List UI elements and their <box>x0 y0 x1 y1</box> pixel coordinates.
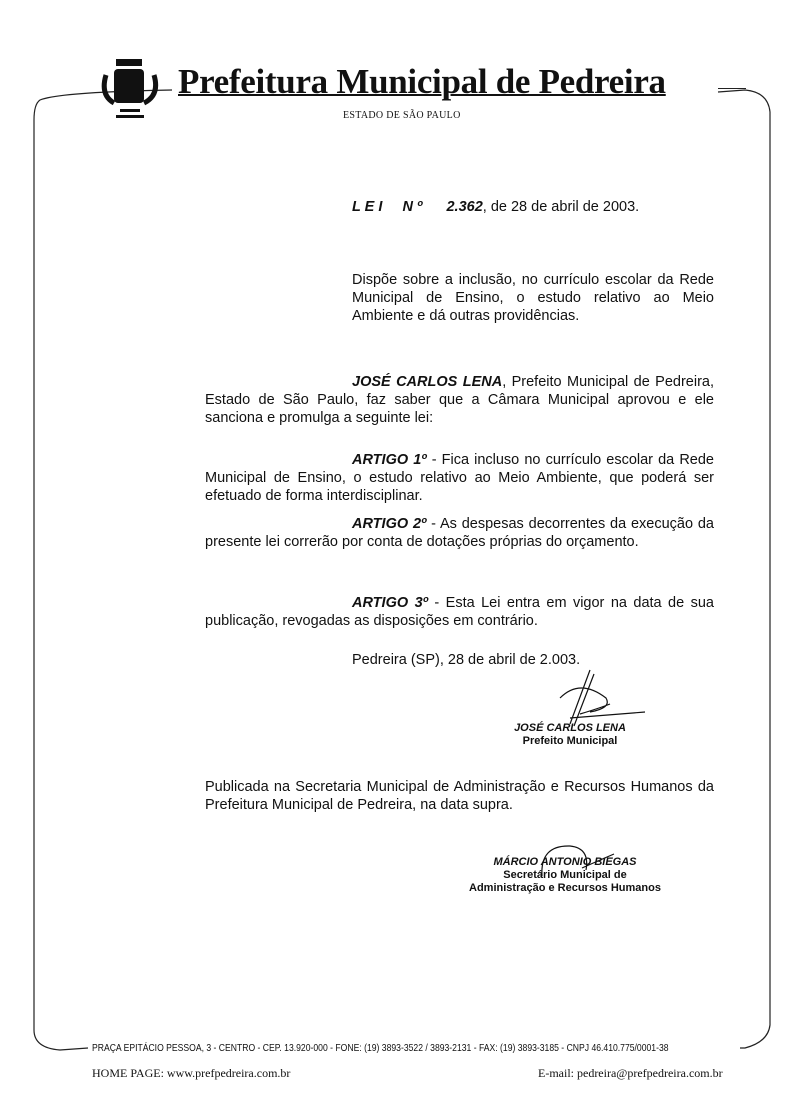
mayor-name: JOSÉ CARLOS LENA <box>352 374 503 390</box>
signer-role: Administração e Recursos Humanos <box>469 882 661 894</box>
signature-1 <box>540 668 650 728</box>
place-date: Pedreira (SP), 28 de abril de 2.003. <box>352 652 581 668</box>
signer-name: JOSÉ CARLOS LENA <box>514 722 626 734</box>
footer-homepage: HOME PAGE: www.prefpedreira.com.br <box>92 1066 291 1080</box>
article-label: ARTIGO 3º <box>352 595 428 611</box>
law-label: L E I <box>352 199 383 215</box>
footer-email: E-mail: pedreira@prefpedreira.com.br <box>538 1066 723 1080</box>
article-3 <box>205 594 714 630</box>
article-1 <box>205 451 714 505</box>
article-2 <box>205 515 714 551</box>
signature-2-block <box>450 856 680 895</box>
law-number: 2.362 <box>446 199 483 215</box>
article-label: ARTIGO 2º <box>352 516 427 532</box>
preamble-text: , Prefeito Municipal de Pedreira, Estado de São Paulo, faz saber que a Câmara Municipal aprovou e ele sanciona e promulga a seguinte lei: <box>205 374 715 426</box>
signature-1-block <box>490 722 650 748</box>
article-label: ARTIGO 1º <box>352 452 427 468</box>
law-heading <box>352 198 639 216</box>
footer-address: PRAÇA EPITÁCIO PESSOA, 3 - CENTRO - CEP. 13.920-000 - FONE: (19) 3893-3522 / 3893-2131 - FAX: (19) 3893-3185 - CNPJ 46.410.775/0001-38 <box>92 1042 669 1054</box>
law-date: , de 28 de abril de 2003. <box>482 199 640 215</box>
page-title: Prefeitura Municipal de Pedreira <box>178 62 666 101</box>
coat-of-arms-logo <box>100 55 160 130</box>
law-number-label: N º <box>402 199 423 215</box>
publication-note: Publicada na Secretaria Municipal de Administração e Recursos Humanos da Prefeitura Municipal de Pedreira, na data supra. <box>205 779 714 813</box>
state-subtitle: ESTADO DE SÃO PAULO <box>343 110 461 121</box>
signer-role: Prefeito Municipal <box>522 735 618 747</box>
signer-role: Secretário Municipal de <box>503 869 627 881</box>
article-text: - Fica incluso no currículo escolar da Rede Municipal de Ensino, o estudo relativo ao Meio Ambiente, que poderá ser efetuado de forma interdisciplinar. <box>205 452 714 504</box>
article-text: - As despesas decorrentes da execução da presente lei correrão por conta de dotações próprias do orçamento. <box>205 516 714 550</box>
article-text: - Esta Lei entra em vigor na data de sua publicação, revogadas as disposições em contrário. <box>205 595 714 629</box>
signer-name: MÁRCIO ANTONIO BIEGAS <box>493 856 637 868</box>
ementa: Dispõe sobre a inclusão, no currículo escolar da Rede Municipal de Ensino, o estudo relativo ao Meio Ambiente e dá outras providências. <box>352 272 714 324</box>
header-rule <box>718 88 746 89</box>
preamble <box>205 373 714 427</box>
